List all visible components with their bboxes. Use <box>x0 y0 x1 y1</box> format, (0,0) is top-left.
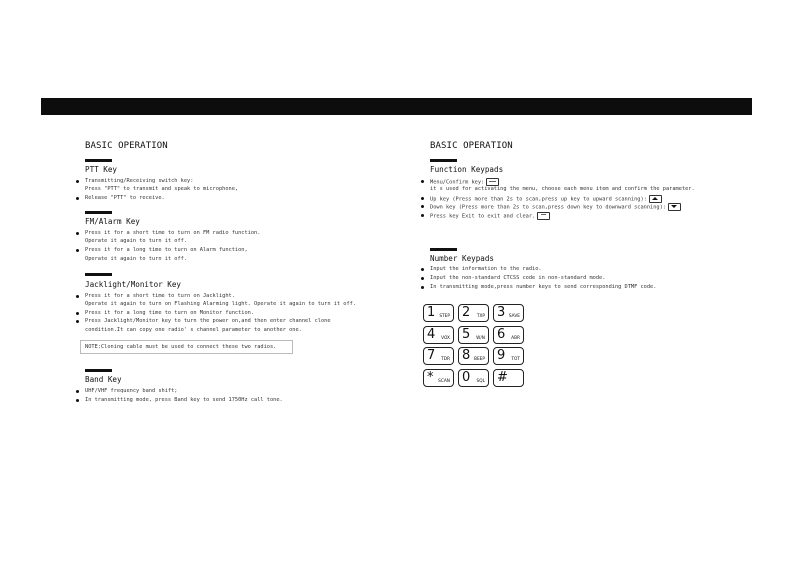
fm-line-4: Operate it again to turn it off. <box>85 256 188 262</box>
left-page-title: BASIC OPERATION <box>85 141 168 151</box>
key-star-sub: SCAN <box>438 379 450 384</box>
key-6-sub: ABR <box>511 336 520 341</box>
menu-key-icon <box>486 178 499 186</box>
header-bar <box>41 98 752 115</box>
key-6 <box>493 326 524 344</box>
number-section-bar <box>430 248 457 251</box>
key-star-num: * <box>427 370 434 385</box>
key-5-num: 5 <box>462 327 471 342</box>
right-page-title: BASIC OPERATION <box>430 141 513 151</box>
up-key-text: Up key (Press more than 2s to scan,press up key to upward scanning): <box>430 196 647 203</box>
fm-section-bar <box>85 211 112 214</box>
ptt-section-title: PTT Key <box>85 165 118 174</box>
key-6-num: 6 <box>497 327 506 342</box>
key-9-sub: TOT <box>511 357 520 362</box>
band-section-bar <box>85 369 112 372</box>
key-9 <box>493 347 524 365</box>
exit-key-text: Press key Exit to exit and clear. <box>430 213 536 220</box>
band-line-1: UHF/VHF frequency band shift; <box>85 388 178 394</box>
jack-line-4: Press Jacklight/Monitor key to turn the power on,and then enter channel clone <box>85 318 331 324</box>
clone-note-box <box>80 340 293 354</box>
key-9-num: 9 <box>497 348 506 363</box>
function-line-2: it s used for activating the menu, choose each menu item and confirm the parameter. <box>430 186 695 192</box>
key-0-num: 0 <box>462 370 471 385</box>
clone-note-text: NOTE:Cloning cable must be used to connect these two radios. <box>85 344 277 350</box>
menu-key-text: Menu/Confirm key: <box>430 179 485 186</box>
jack-section-title: Jacklight/Monitor Key <box>85 280 182 289</box>
function-line-4 <box>430 203 683 212</box>
key-0-sub: SQL <box>476 379 485 384</box>
key-4 <box>423 326 454 344</box>
key-8-sub: BEEP <box>474 357 485 362</box>
key-3-num: 3 <box>497 305 506 320</box>
key-0 <box>458 369 489 387</box>
key-star <box>423 369 454 387</box>
key-3-sub: SAVE <box>508 314 520 319</box>
down-key-text: Down key (Press more than 2s to scan,press down key to downward scanning): <box>430 204 666 211</box>
key-1 <box>423 304 454 322</box>
number-line-3: In transmitting mode,press number keys to send corresponding DTMF code. <box>430 284 657 290</box>
key-2-sub: TXP <box>476 314 485 319</box>
key-1-num: 1 <box>427 305 436 320</box>
number-line-2: Input the non-standard CTCSS code in non-standard mode. <box>430 275 606 281</box>
jack-line-5: condition.It can copy one radio' s channel parameter to another one. <box>85 327 302 333</box>
fm-line-1: Press it for a short time to turn on FM radio function. <box>85 230 261 236</box>
band-section-title: Band Key <box>85 375 122 384</box>
ptt-section-bar <box>85 159 112 162</box>
band-line-2: In transmitting mode, press Band key to send 1750Hz call tone. <box>85 397 283 403</box>
fm-line-2: Operate it again to turn it off. <box>85 238 188 244</box>
key-hash-num: # <box>497 370 508 385</box>
key-8 <box>458 347 489 365</box>
key-8-num: 8 <box>462 348 471 363</box>
fm-section-title: FM/Alarm Key <box>85 217 140 226</box>
key-7 <box>423 347 454 365</box>
function-section-bar <box>430 159 457 162</box>
key-1-sub: STEP <box>439 314 450 319</box>
number-line-1: Input the information to the radio. <box>430 266 542 272</box>
key-7-num: 7 <box>427 348 436 363</box>
key-hash <box>493 369 524 387</box>
key-4-sub: VOX <box>441 336 450 341</box>
key-2-num: 2 <box>462 305 471 320</box>
key-4-num: 4 <box>427 327 436 342</box>
key-2 <box>458 304 489 322</box>
jack-line-1: Press it for a short time to turn on Jacklight. <box>85 293 235 299</box>
jack-line-2: Operate it again to turn on Flashing Alarming light. Operate it again to turn it off. <box>85 301 357 307</box>
key-3 <box>493 304 524 322</box>
ptt-line-1: Transmitting/Receiving switch key: <box>85 178 194 184</box>
ptt-line-2: Press "PTT" to transmit and speak to microphone, <box>85 186 239 192</box>
jack-line-3: Press it for a long time to turn on Monitor function. <box>85 310 255 316</box>
number-section-title: Number Keypads <box>430 254 495 263</box>
function-section-title: Function Keypads <box>430 165 504 174</box>
down-arrow-key-icon <box>668 203 681 211</box>
up-arrow-key-icon <box>649 195 662 203</box>
function-line-5 <box>430 212 552 221</box>
key-5-sub: W/N <box>476 336 485 341</box>
exit-key-icon <box>537 212 550 220</box>
ptt-line-3: Release "PTT" to receive. <box>85 195 165 201</box>
jack-section-bar <box>85 273 112 276</box>
key-5 <box>458 326 489 344</box>
fm-line-3: Press it for a long time to turn on Alarm function, <box>85 247 248 253</box>
key-7-sub: TDR <box>441 357 450 362</box>
